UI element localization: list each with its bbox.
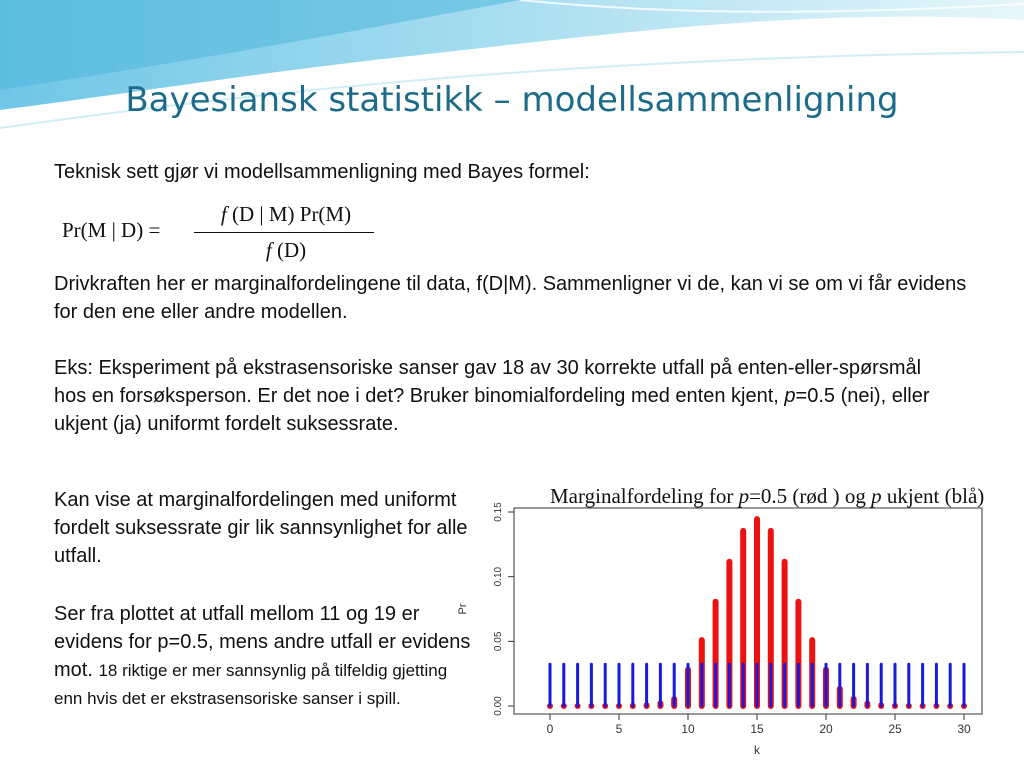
chart-title: Marginalfordeling for p=0.5 (rød ) og p ukjent (blå) xyxy=(550,484,985,508)
y-tick-label: 0.00 xyxy=(493,696,504,716)
paragraph-uniform: Kan vise at marginalfordelingen med uniformt fordelt suksessrate gir lik sannsynlighet for alle utfall. xyxy=(54,489,468,567)
slide-title: Bayesiansk statistikk – modellsammenligning xyxy=(125,80,899,120)
x-tick-label: 5 xyxy=(615,722,623,736)
y-axis-label: Pr xyxy=(457,603,469,615)
x-tick-label: 20 xyxy=(819,722,833,736)
y-tick-label: 0.15 xyxy=(493,502,504,522)
x-tick-label: 25 xyxy=(888,722,902,736)
plot-frame xyxy=(514,508,982,714)
paragraph-example: Eks: Eksperiment på ekstrasensoriske sanser gav 18 av 30 korrekte utfall på enten-eller-spørsmål hos en forsøksperson. Er det noe i det? Bruker binomialfordeling med enten kjent, p=0.5 (nei), eller ukjent (ja) uniformt fordelt suksessrate. xyxy=(54,357,930,435)
intro-text: Teknisk sett gjør vi modellsammenligning med Bayes formel: xyxy=(54,161,590,183)
fraction-bar xyxy=(194,232,374,233)
paragraph-conclusion: Ser fra plottet at utfall mellom 11 og 19 er evidens for p=0.5, mens andre utfall er evidens mot. 18 riktige er mer sannsynlig på tilfeldig gjetting enn hvis det er ekstrasensoriske sanser i spill. xyxy=(54,603,471,708)
paragraph-drivkraft: Drivkraften her er marginalfordelingene til data, f(D|M). Sammenligner vi de, kan vi se om vi får evidens for den ene eller andre modellen. xyxy=(54,273,967,323)
x-axis-label: k xyxy=(754,743,760,757)
x-tick-label: 15 xyxy=(750,722,764,736)
y-tick-label: 0.10 xyxy=(493,566,504,587)
bayes-formula xyxy=(58,196,388,266)
formula-denominator: f (D) xyxy=(265,238,307,262)
marginal-distribution-chart xyxy=(457,468,1010,768)
formula-lhs: Pr(M | D) = xyxy=(62,218,161,242)
x-tick-label: 0 xyxy=(546,722,554,736)
y-tick-label: 0.05 xyxy=(493,631,504,652)
x-tick-label: 10 xyxy=(681,722,695,736)
x-tick-label: 30 xyxy=(957,722,971,736)
formula-numerator: f (D | M) Pr(M) xyxy=(220,202,352,226)
